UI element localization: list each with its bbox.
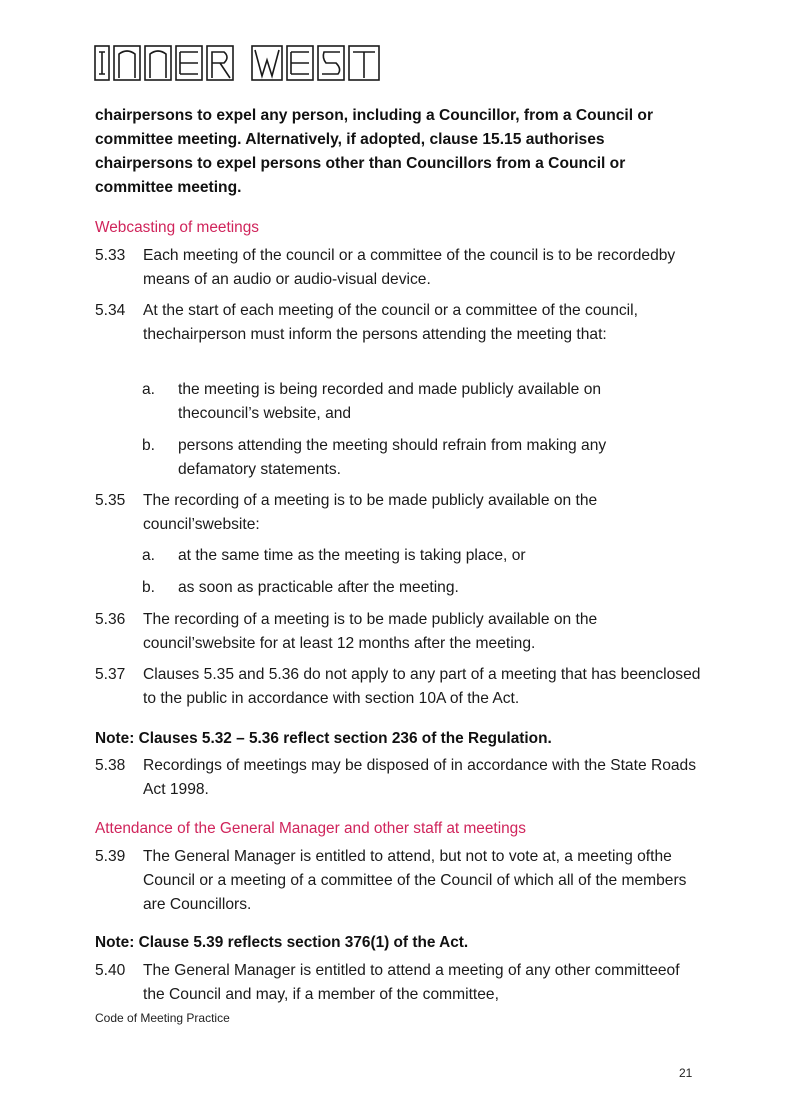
clause-number: 5.40 — [95, 962, 126, 979]
sub-label: a. — [142, 547, 156, 564]
clause-number: 5.36 — [95, 611, 126, 628]
clause-text: The General Manager is entitled to attend, but not to vote at, a meeting ofthe Council or a meeting of a committee of the Council of which all of the members are Councillors. — [143, 848, 687, 913]
clause-text: At the start of each meeting of the council or a committee of the council, thechairperson must inform the persons attending the meeting that: — [143, 302, 638, 343]
note-5-39: Note: Clause 5.39 reflects section 376(1) of the Act. — [95, 934, 469, 951]
heading-webcasting: Webcasting of meetings — [95, 219, 259, 236]
sub-label: a. — [142, 381, 156, 398]
inner-west-logo — [94, 44, 390, 89]
clause-number: 5.37 — [95, 666, 126, 683]
clause-number: 5.39 — [95, 848, 126, 865]
page-number: 21 — [679, 1066, 693, 1080]
heading-attendance: Attendance of the General Manager and other staff at meetings — [95, 820, 526, 837]
sub-text: the meeting is being recorded and made publicly available on thecouncil’s website, and — [178, 381, 602, 422]
intro-paragraph: chairpersons to expel any person, including a Councillor, from a Council or committee meeting. Alternatively, if adopted, clause 15.15 authorises chairpersons to expel persons other than Councillors from a Council or committee meeting. — [95, 107, 654, 196]
sub-text: at the same time as the meeting is taking place, or — [178, 547, 526, 564]
sub-label: b. — [142, 437, 156, 454]
clause-text: The recording of a meeting is to be made publicly available on the council’swebsite for at least 12 months after the meeting. — [143, 611, 598, 652]
sub-text: persons attending the meeting should refrain from making any defamatory statements. — [178, 437, 607, 478]
clause-number: 5.35 — [95, 492, 126, 509]
note-5-32-5-36: Note: Clauses 5.32 – 5.36 reflect section 236 of the Regulation. — [95, 730, 552, 747]
sub-label: b. — [142, 579, 156, 596]
clause-number: 5.33 — [95, 247, 126, 264]
clause-number: 5.38 — [95, 757, 126, 774]
clause-text: The General Manager is entitled to attend a meeting of any other committeeof the Council and may, if a member of the committee, — [143, 962, 680, 1003]
clause-text: The recording of a meeting is to be made publicly available on the council’swebsite: — [143, 492, 598, 533]
clause-number: 5.34 — [95, 302, 126, 319]
clause-text: Each meeting of the council or a committee of the council is to be recordedby means of an audio or audio-visual device. — [143, 247, 676, 288]
clause-text: Clauses 5.35 and 5.36 do not apply to any part of a meeting that has beenclosed to the public in accordance with section 10A of the Act. — [143, 666, 701, 707]
footer-doc-title: Code of Meeting Practice — [95, 1011, 230, 1025]
clause-text: Recordings of meetings may be disposed of in accordance with the State Roads Act 1998. — [143, 757, 697, 798]
sub-text: as soon as practicable after the meeting. — [178, 579, 459, 596]
